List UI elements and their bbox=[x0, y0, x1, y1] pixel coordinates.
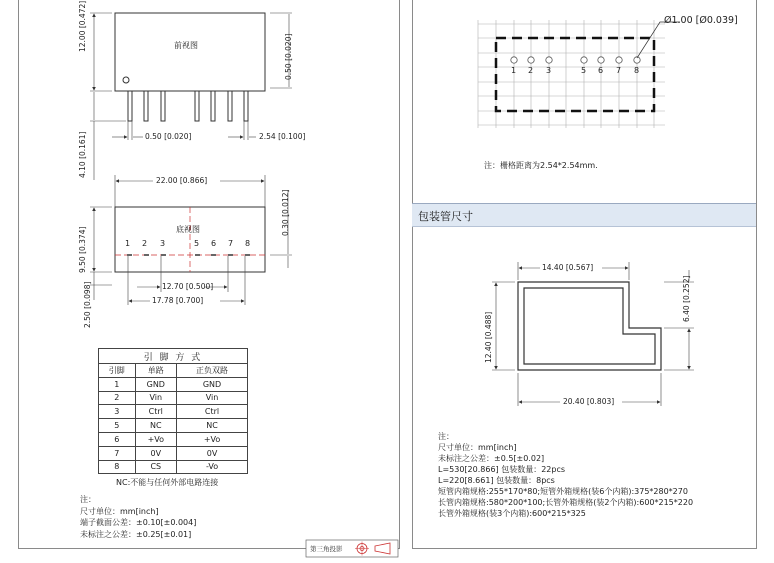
table-cell: 6 bbox=[99, 432, 136, 446]
bottom-pin-5: 5 bbox=[194, 239, 200, 248]
table-cell: Ctrl bbox=[177, 405, 248, 419]
tube-outer bbox=[518, 282, 661, 370]
dim-tube-top: 14.40 [0.567] bbox=[542, 263, 594, 272]
dim-body-depth: 9.50 [0.374] bbox=[78, 226, 87, 273]
dim-tube-step: 6.40 [0.252] bbox=[682, 275, 691, 322]
table-cell: 0V bbox=[135, 446, 177, 460]
table-cell: 2 bbox=[99, 391, 136, 405]
pin-table-header: 单路 bbox=[135, 364, 177, 378]
section-header-tube bbox=[412, 203, 756, 227]
layout-pin-8: 8 bbox=[634, 66, 640, 75]
bottom-pin-2: 2 bbox=[142, 239, 148, 248]
pin-table-header: 正负双路 bbox=[177, 364, 248, 378]
note-line: 尺寸单位：mm[inch] bbox=[80, 506, 159, 516]
table-cell: Ctrl bbox=[135, 405, 177, 419]
dim-edge-offset: 2.50 [0.098] bbox=[83, 281, 92, 328]
layout-pin-5: 5 bbox=[581, 66, 587, 75]
table-cell: -Vo bbox=[177, 460, 248, 474]
table-row bbox=[99, 377, 248, 391]
table-cell: Vin bbox=[177, 391, 248, 405]
table-row bbox=[99, 391, 248, 405]
note-line: L=220[8.661] 包装数量：8pcs bbox=[438, 476, 555, 485]
bottom-pin-1: 1 bbox=[125, 239, 131, 248]
left-notes bbox=[80, 494, 196, 540]
layout-pin-1: 1 bbox=[511, 66, 517, 75]
table-cell: +Vo bbox=[177, 432, 248, 446]
front-view-label: 前视图 bbox=[174, 41, 198, 50]
pin-function-table bbox=[98, 348, 248, 474]
table-cell: Vin bbox=[135, 391, 177, 405]
bottom-pin-8: 8 bbox=[245, 239, 251, 248]
dim-body-length: 22.00 [0.866] bbox=[156, 176, 208, 185]
bottom-pin-7: 7 bbox=[228, 239, 234, 248]
dim-pin-pitch: 2.54 [0.100] bbox=[259, 132, 306, 141]
note-line: 未标注之公差：±0.5[±0.02] bbox=[438, 454, 545, 463]
table-row bbox=[99, 460, 248, 474]
table-cell: 0V bbox=[177, 446, 248, 460]
module-outline bbox=[496, 38, 654, 111]
dim-pin-diameter: 0.30 [0.012] bbox=[281, 189, 290, 236]
hole-leader-line bbox=[637, 22, 680, 58]
dim-tube-height: 12.40 [0.488] bbox=[484, 311, 493, 363]
table-row bbox=[99, 419, 248, 433]
grid-note: 注：栅格距离为2.54*2.54mm. bbox=[484, 161, 598, 170]
table-cell: CS bbox=[135, 460, 177, 474]
note-line: 端子截面公差：±0.10[±0.004] bbox=[80, 518, 197, 527]
table-row bbox=[99, 432, 248, 446]
pin-table-title: 引 脚 方 式 bbox=[99, 349, 248, 364]
note-line: 尺寸单位：mm[inch] bbox=[438, 443, 517, 452]
bottom-pin-3: 3 bbox=[160, 239, 166, 248]
note-line: 注： bbox=[80, 495, 96, 504]
table-cell: 1 bbox=[99, 377, 136, 391]
dim-span-1: 12.70 [0.500] bbox=[162, 282, 214, 291]
table-cell: +Vo bbox=[135, 432, 177, 446]
note-line: 长管内箱规格:580*200*100;长管外箱规格(装2个内箱):600*215*220 bbox=[438, 498, 694, 507]
table-cell: 8 bbox=[99, 460, 136, 474]
layout-pin-2: 2 bbox=[528, 66, 534, 75]
table-cell: GND bbox=[135, 377, 177, 391]
bottom-view-label: 底视图 bbox=[176, 225, 200, 234]
pin-table-header: 引脚 bbox=[99, 364, 136, 378]
nc-footnote: NC:不能与任何外部电路连接 bbox=[116, 478, 219, 487]
dim-pin-thickness: 0.50 [0.020] bbox=[284, 33, 293, 80]
projection-label: 第三角投影 bbox=[310, 545, 343, 553]
note-line: 注： bbox=[438, 432, 454, 441]
table-cell: NC bbox=[135, 419, 177, 433]
table-cell: 7 bbox=[99, 446, 136, 460]
bottom-pin-6: 6 bbox=[211, 239, 217, 248]
front-view-body bbox=[115, 13, 265, 91]
dim-front-height: 12.00 [0.472] bbox=[78, 0, 87, 52]
dim-pin-length: 4.10 [0.161] bbox=[78, 131, 87, 178]
layout-pin-6: 6 bbox=[598, 66, 604, 75]
section-title: 包装管尺寸 bbox=[418, 210, 473, 223]
dim-span-2: 17.78 [0.700] bbox=[152, 296, 204, 305]
note-line: 长管外箱规格(装3个内箱):600*215*325 bbox=[438, 509, 586, 518]
hole-dimension: Ø1.00 [Ø0.039] bbox=[664, 15, 738, 26]
note-line: L=530[20.866] 包装数量：22pcs bbox=[438, 465, 566, 474]
layout-pin-3: 3 bbox=[546, 66, 552, 75]
table-cell: 5 bbox=[99, 419, 136, 433]
front-view-pins bbox=[128, 91, 248, 121]
right-notes bbox=[438, 431, 693, 519]
pin-holes bbox=[511, 57, 640, 63]
note-line: 未标注之公差：±0.25[±0.01] bbox=[80, 529, 192, 539]
table-row bbox=[99, 405, 248, 419]
table-cell: 3 bbox=[99, 405, 136, 419]
table-cell: GND bbox=[177, 377, 248, 391]
layout-pin-7: 7 bbox=[616, 66, 622, 75]
tube-inner bbox=[524, 288, 655, 364]
table-row bbox=[99, 446, 248, 460]
dim-pin-width: 0.50 [0.020] bbox=[145, 132, 192, 141]
note-line: 短管内箱规格:255*170*80;短管外箱规格(装6个内箱):375*280*270 bbox=[438, 487, 688, 496]
table-cell: NC bbox=[177, 419, 248, 433]
dim-tube-width: 20.40 [0.803] bbox=[563, 397, 615, 406]
